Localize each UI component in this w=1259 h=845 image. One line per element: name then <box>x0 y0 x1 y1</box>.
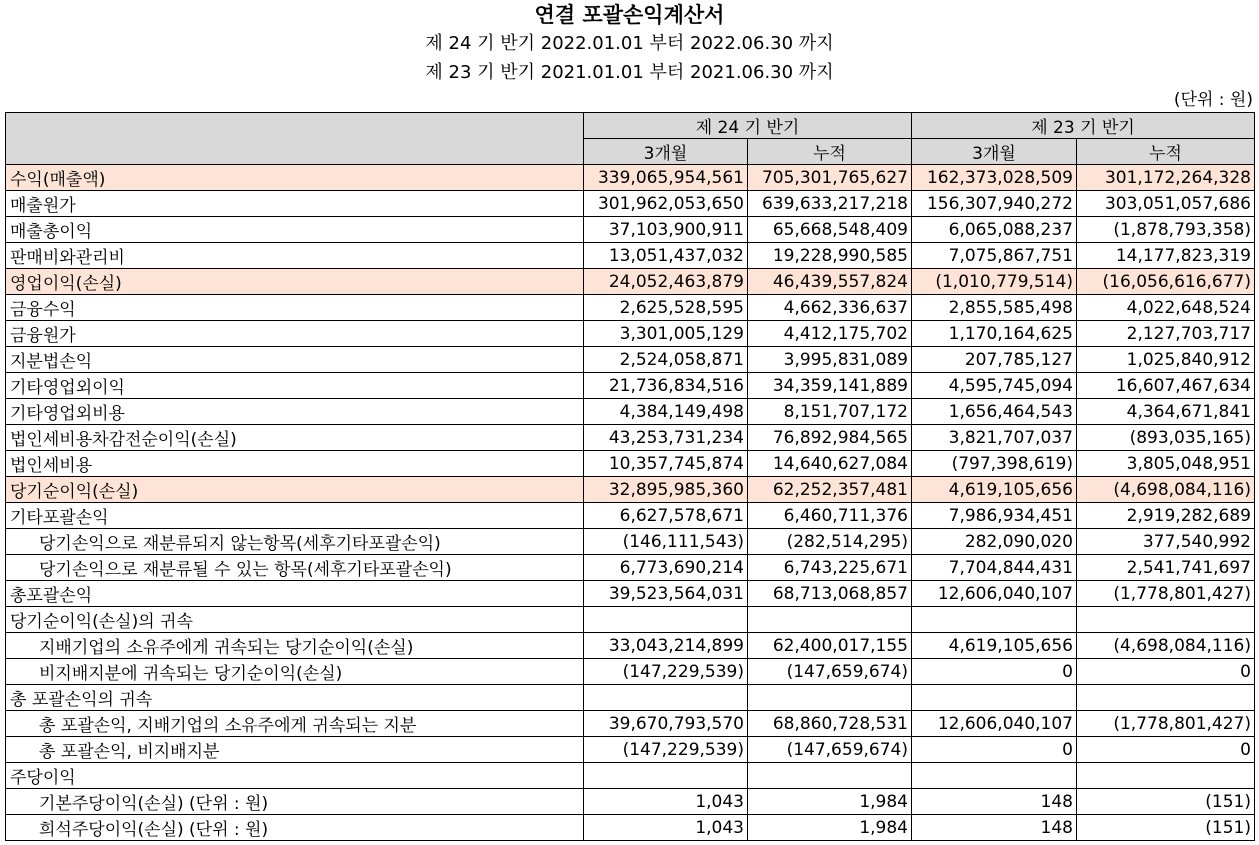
value-current-3m <box>584 685 748 711</box>
value-current-cumulative: 62,400,017,155 <box>748 633 912 659</box>
row-label: 기본주당이익(손실) (단위 : 원) <box>6 789 584 815</box>
value-prior-3m: 6,065,088,237 <box>912 217 1077 243</box>
value-prior-3m: 282,090,020 <box>912 529 1077 555</box>
table-row <box>6 165 1255 191</box>
table-row <box>6 399 1255 425</box>
value-current-3m: (147,229,539) <box>584 737 748 763</box>
table-row <box>6 477 1255 503</box>
value-prior-3m <box>912 685 1077 711</box>
value-prior-3m: 7,704,844,431 <box>912 555 1077 581</box>
table-row <box>6 529 1255 555</box>
row-label: 희석주당이익(손실) (단위 : 원) <box>6 815 584 841</box>
value-current-3m: 33,043,214,899 <box>584 633 748 659</box>
value-current-cumulative: 65,668,548,409 <box>748 217 912 243</box>
row-label: 법인세비용 <box>6 451 584 477</box>
value-prior-cumulative: 1,025,840,912 <box>1077 347 1255 373</box>
row-label: 기타포괄손익 <box>6 503 584 529</box>
subheader-current-3m: 3개월 <box>584 139 748 165</box>
value-current-3m: 43,253,731,234 <box>584 425 748 451</box>
table-row <box>6 737 1255 763</box>
value-current-cumulative: (147,659,674) <box>748 659 912 685</box>
subheader-prior-3m: 3개월 <box>912 139 1077 165</box>
value-prior-3m: 0 <box>912 737 1077 763</box>
row-label: 매출총이익 <box>6 217 584 243</box>
table-row <box>6 815 1255 841</box>
row-label: 주당이익 <box>6 763 584 789</box>
value-current-3m: 1,043 <box>584 789 748 815</box>
row-label: 기타영업외이익 <box>6 373 584 399</box>
value-prior-3m <box>912 763 1077 789</box>
value-current-cumulative: 68,860,728,531 <box>748 711 912 737</box>
subheader-current-cumulative: 누적 <box>748 139 912 165</box>
value-prior-cumulative: 3,805,048,951 <box>1077 451 1255 477</box>
value-current-cumulative: 6,460,711,376 <box>748 503 912 529</box>
value-prior-3m: 4,619,105,656 <box>912 633 1077 659</box>
table-row <box>6 555 1255 581</box>
table-row <box>6 425 1255 451</box>
table-row <box>6 217 1255 243</box>
value-prior-3m: 162,373,028,509 <box>912 165 1077 191</box>
value-current-3m: 2,524,058,871 <box>584 347 748 373</box>
value-current-3m: 2,625,528,595 <box>584 295 748 321</box>
value-prior-3m: 0 <box>912 659 1077 685</box>
table-row <box>6 763 1255 789</box>
value-prior-3m: 148 <box>912 789 1077 815</box>
value-prior-cumulative <box>1077 685 1255 711</box>
value-prior-cumulative: 2,541,741,697 <box>1077 555 1255 581</box>
table-row <box>6 789 1255 815</box>
subheader-prior-cumulative: 누적 <box>1077 139 1255 165</box>
value-current-cumulative <box>748 685 912 711</box>
value-current-3m: 24,052,463,879 <box>584 269 748 295</box>
value-prior-3m: 12,606,040,107 <box>912 711 1077 737</box>
value-current-3m: 10,357,745,874 <box>584 451 748 477</box>
value-prior-cumulative: 4,364,671,841 <box>1077 399 1255 425</box>
value-prior-cumulative: (1,778,801,427) <box>1077 581 1255 607</box>
value-prior-cumulative: 4,022,648,524 <box>1077 295 1255 321</box>
value-current-3m: 1,043 <box>584 815 748 841</box>
table-row <box>6 659 1255 685</box>
value-current-3m: 21,736,834,516 <box>584 373 748 399</box>
value-prior-cumulative: 14,177,823,319 <box>1077 243 1255 269</box>
table-row <box>6 503 1255 529</box>
table-row <box>6 711 1255 737</box>
value-current-cumulative: 76,892,984,565 <box>748 425 912 451</box>
period-current: 제 24 기 반기 2022.01.01 부터 2022.06.30 까지 <box>425 33 834 54</box>
value-prior-3m: 2,855,585,498 <box>912 295 1077 321</box>
value-prior-3m: (797,398,619) <box>912 451 1077 477</box>
row-label: 금융원가 <box>6 321 584 347</box>
value-current-cumulative: 68,713,068,857 <box>748 581 912 607</box>
value-prior-3m: 207,785,127 <box>912 347 1077 373</box>
row-label: 총포괄손익 <box>6 581 584 607</box>
value-prior-cumulative: (1,878,793,358) <box>1077 217 1255 243</box>
value-prior-3m: 3,821,707,037 <box>912 425 1077 451</box>
report-header <box>0 0 1259 87</box>
value-current-3m: 13,051,437,032 <box>584 243 748 269</box>
table-row <box>6 685 1255 711</box>
row-label: 기타영업외비용 <box>6 399 584 425</box>
value-prior-3m: 7,986,934,451 <box>912 503 1077 529</box>
value-prior-cumulative: 0 <box>1077 659 1255 685</box>
row-label: 금융수익 <box>6 295 584 321</box>
table-row <box>6 373 1255 399</box>
value-current-3m: 37,103,900,911 <box>584 217 748 243</box>
group-header-current: 제 24 기 반기 <box>584 113 912 139</box>
value-prior-cumulative <box>1077 607 1255 633</box>
period-prior: 제 23 기 반기 2021.01.01 부터 2021.06.30 까지 <box>425 62 834 83</box>
value-prior-cumulative: 303,051,057,686 <box>1077 191 1255 217</box>
value-current-3m: 6,773,690,214 <box>584 555 748 581</box>
income-statement-table <box>5 112 1255 841</box>
value-current-cumulative: 4,412,175,702 <box>748 321 912 347</box>
table-row <box>6 347 1255 373</box>
row-label: 법인세비용차감전순이익(손실) <box>6 425 584 451</box>
value-prior-3m: 12,606,040,107 <box>912 581 1077 607</box>
table-row <box>6 633 1255 659</box>
value-prior-3m: 4,619,105,656 <box>912 477 1077 503</box>
value-current-3m: 39,670,793,570 <box>584 711 748 737</box>
row-label: 지분법손익 <box>6 347 584 373</box>
group-header-prior: 제 23 기 반기 <box>912 113 1255 139</box>
value-current-3m: 32,895,985,360 <box>584 477 748 503</box>
table-row <box>6 295 1255 321</box>
report-title: 연결 포괄손익계산서 <box>534 3 725 27</box>
value-prior-3m: 7,075,867,751 <box>912 243 1077 269</box>
value-prior-cumulative: (4,698,084,116) <box>1077 633 1255 659</box>
account-header <box>6 113 584 165</box>
value-prior-cumulative: 16,607,467,634 <box>1077 373 1255 399</box>
value-current-3m: (146,111,543) <box>584 529 748 555</box>
value-current-cumulative <box>748 763 912 789</box>
row-label: 지배기업의 소유주에게 귀속되는 당기순이익(손실) <box>6 633 584 659</box>
value-current-cumulative: 34,359,141,889 <box>748 373 912 399</box>
value-current-cumulative: (282,514,295) <box>748 529 912 555</box>
unit-label: (단위 : 원) <box>1173 90 1253 110</box>
table-row <box>6 321 1255 347</box>
value-prior-cumulative: 2,127,703,717 <box>1077 321 1255 347</box>
table-row <box>6 607 1255 633</box>
value-prior-cumulative: (151) <box>1077 815 1255 841</box>
value-current-3m: 3,301,005,129 <box>584 321 748 347</box>
table-body <box>6 165 1255 841</box>
row-label: 영업이익(손실) <box>6 269 584 295</box>
value-current-3m: 301,962,053,650 <box>584 191 748 217</box>
value-current-3m: 39,523,564,031 <box>584 581 748 607</box>
table-row <box>6 581 1255 607</box>
value-current-3m: (147,229,539) <box>584 659 748 685</box>
value-prior-3m <box>912 607 1077 633</box>
value-current-cumulative: 4,662,336,637 <box>748 295 912 321</box>
value-current-cumulative: 3,995,831,089 <box>748 347 912 373</box>
value-current-3m: 339,065,954,561 <box>584 165 748 191</box>
value-prior-cumulative: 377,540,992 <box>1077 529 1255 555</box>
value-prior-cumulative: 0 <box>1077 737 1255 763</box>
value-current-3m: 6,627,578,671 <box>584 503 748 529</box>
value-current-cumulative: 6,743,225,671 <box>748 555 912 581</box>
value-prior-cumulative: (4,698,084,116) <box>1077 477 1255 503</box>
value-current-cumulative: 1,984 <box>748 815 912 841</box>
value-prior-cumulative: (16,056,616,677) <box>1077 269 1255 295</box>
value-current-cumulative: 1,984 <box>748 789 912 815</box>
row-label: 매출원가 <box>6 191 584 217</box>
row-label: 당기순이익(손실) <box>6 477 584 503</box>
value-prior-cumulative: (151) <box>1077 789 1255 815</box>
value-current-3m: 4,384,149,498 <box>584 399 748 425</box>
value-prior-3m: 1,170,164,625 <box>912 321 1077 347</box>
row-label: 판매비와관리비 <box>6 243 584 269</box>
value-prior-cumulative <box>1077 763 1255 789</box>
value-prior-3m: 148 <box>912 815 1077 841</box>
row-label: 총 포괄손익의 귀속 <box>6 685 584 711</box>
row-label: 비지배지분에 귀속되는 당기순이익(손실) <box>6 659 584 685</box>
row-label: 당기손익으로 재분류될 수 있는 항목(세후기타포괄손익) <box>6 555 584 581</box>
table-row <box>6 191 1255 217</box>
value-prior-3m: 4,595,745,094 <box>912 373 1077 399</box>
row-label: 수익(매출액) <box>6 165 584 191</box>
value-prior-3m: 156,307,940,272 <box>912 191 1077 217</box>
value-current-cumulative: 19,228,990,585 <box>748 243 912 269</box>
value-current-cumulative: 8,151,707,172 <box>748 399 912 425</box>
value-prior-cumulative: (893,035,165) <box>1077 425 1255 451</box>
value-current-3m <box>584 763 748 789</box>
value-current-cumulative: 705,301,765,627 <box>748 165 912 191</box>
value-current-cumulative: 62,252,357,481 <box>748 477 912 503</box>
value-current-cumulative: (147,659,674) <box>748 737 912 763</box>
row-label: 당기순이익(손실)의 귀속 <box>6 607 584 633</box>
value-prior-cumulative: 301,172,264,328 <box>1077 165 1255 191</box>
value-prior-cumulative: (1,778,801,427) <box>1077 711 1255 737</box>
value-current-cumulative: 46,439,557,824 <box>748 269 912 295</box>
table-row <box>6 451 1255 477</box>
row-label: 당기손익으로 재분류되지 않는항목(세후기타포괄손익) <box>6 529 584 555</box>
row-label: 총 포괄손익, 지배기업의 소유주에게 귀속되는 지분 <box>6 711 584 737</box>
value-prior-3m: (1,010,779,514) <box>912 269 1077 295</box>
value-current-cumulative <box>748 607 912 633</box>
value-prior-3m: 1,656,464,543 <box>912 399 1077 425</box>
value-current-3m <box>584 607 748 633</box>
table-row <box>6 243 1255 269</box>
value-current-cumulative: 14,640,627,084 <box>748 451 912 477</box>
row-label: 총 포괄손익, 비지배지분 <box>6 737 584 763</box>
value-prior-cumulative: 2,919,282,689 <box>1077 503 1255 529</box>
table-row <box>6 269 1255 295</box>
value-current-cumulative: 639,633,217,218 <box>748 191 912 217</box>
